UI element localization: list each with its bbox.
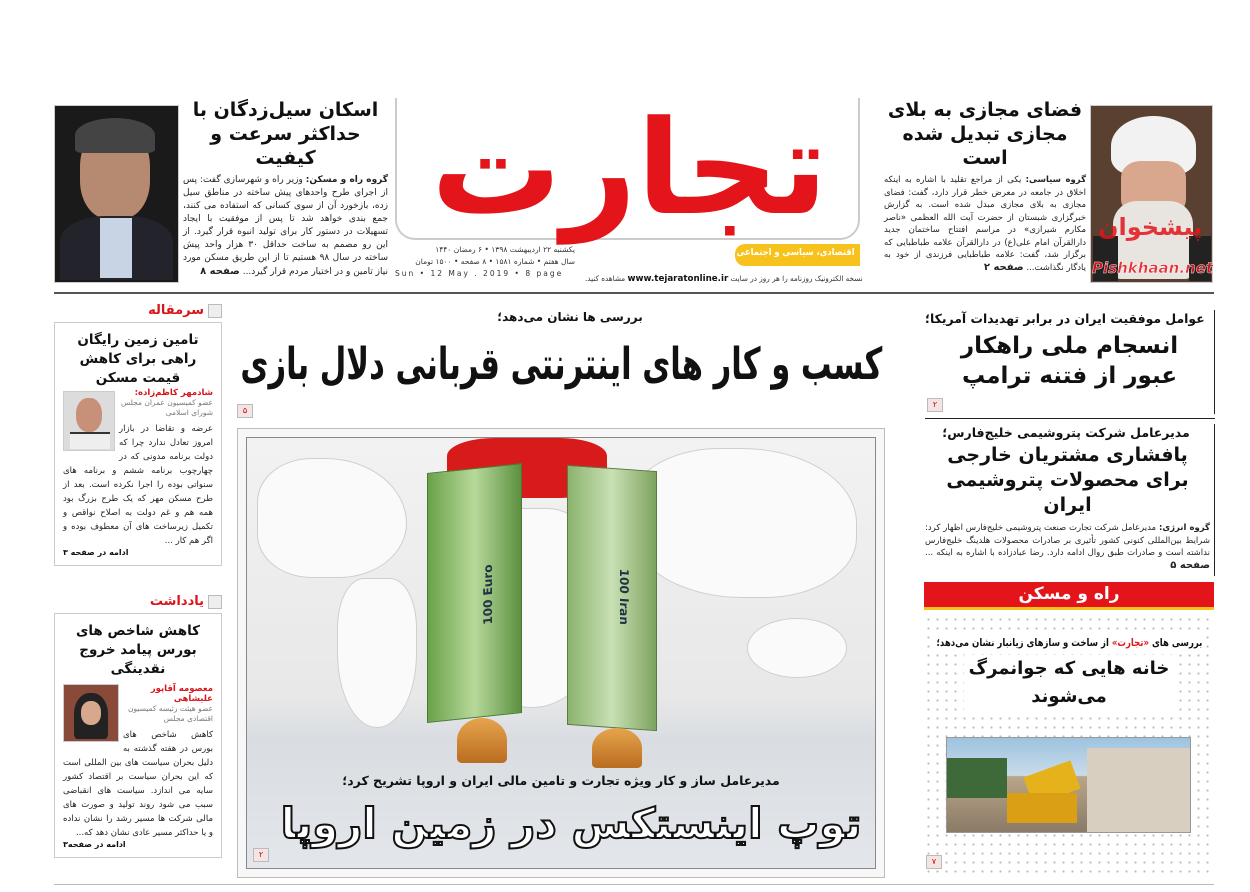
editorial-label: سرمقاله xyxy=(148,303,204,318)
tagline: اقتصادی، سیاسی و اجتماعی xyxy=(736,247,856,258)
right2-body: گروه انرژی: مدیرعامل شرکت تجارت صنعت پتروشیمی خلیج‌فارس اظهار کرد: شرایط بین‌المللی کنونی کشور تأثیری بر صادرات محصولات هلدینگ خلیج‌فارس نداشته است و صادرات طبق روال ادامه دارد. رضا عبادزاده با اشاره به اینکه ... صفحه ۵ xyxy=(925,523,1211,571)
housing-box xyxy=(924,615,1214,873)
note-role: عضو هیئت رئیسه کمیسیون اقتصادی مجلس xyxy=(127,704,213,723)
photo-headline[interactable]: توپ اینستکس در زمین اروپا xyxy=(280,799,862,848)
housing-page[interactable]: ۷ xyxy=(926,855,942,869)
teaser-left-photo xyxy=(54,105,179,283)
masthead xyxy=(395,92,865,290)
main-kicker: بررسی ها نشان می‌دهد؛ xyxy=(497,310,643,324)
note-author-photo xyxy=(63,684,119,742)
editorial-title[interactable]: تامین زمین رایگان راهی برای کاهش قیمت مسکن xyxy=(77,332,199,386)
housing-banner: راه و مسکن xyxy=(924,582,1214,610)
main-headline[interactable]: کسب و کار های اینترنتی قربانی دلال بازی xyxy=(240,339,882,390)
online-url-link[interactable]: www.tejaratonline.ir xyxy=(627,274,729,284)
teaser-right-title[interactable]: فضای مجازی به بلای مجازی تبدیل شده است xyxy=(887,99,1083,169)
note-title[interactable]: کاهش شاخص های بورس پیامد خروج نقدینگی xyxy=(75,623,201,677)
issue-fa: سال هفتم • شماره ۱۵۸۱ • ۸ صفحه • ۱۵۰۰ تومان xyxy=(415,257,575,266)
editorial-role: عضو کمیسیون عمران مجلس شورای اسلامی xyxy=(121,398,213,417)
right1-page[interactable]: ۲ xyxy=(927,398,943,412)
editorial-author-photo xyxy=(63,391,115,451)
photo-kicker: مدیرعامل ساز و کار ویژه تجارت و تامین مالی ایران و اروپا تشریح کرد؛ xyxy=(342,773,780,788)
note-label: یادداشت xyxy=(149,594,204,609)
teaser-right-page[interactable]: صفحه ۲ xyxy=(983,261,1024,273)
right2-kicker: مدیرعامل شرکت پتروشیمی خلیج‌فارس؛ xyxy=(942,425,1190,440)
date-fa: یکشنبه ۲۲ اردیبهشت ۱۳۹۸ • ۶ رمضان ۱۴۴۰ xyxy=(435,245,575,254)
teaser-left-page[interactable]: صفحه ۸ xyxy=(200,266,240,277)
rial-banknote: 100 Iran xyxy=(567,465,657,731)
teaser-left-title[interactable]: اسکان سیل‌زدگان با حداکثر سرعت و کیفیت xyxy=(192,99,379,169)
note-author: معصومه آقاپور علیشاهی xyxy=(150,684,213,704)
editorial-box xyxy=(54,322,222,566)
right1-kicker: عوامل موفقیت ایران در برابر تهدیدات آمریکا؛ xyxy=(925,311,1205,326)
main-photo xyxy=(237,428,885,878)
rial-flag-stand xyxy=(592,728,642,768)
right1-headline[interactable]: انسجام ملی راهکار عبور از فتنه ترامپ xyxy=(960,333,1179,389)
masthead-logo: تجارت xyxy=(395,98,860,240)
note-body: کاهش شاخص های بورس در هفته گذشته به دلیل بحران سیاست های بین المللی است که این بحران سیاست بر اقتصاد کشور سایه می اندازد. سیاست های انقباضی سبب می شود روند تولید و صورت های مالی شرکت ها مسیر رشد را نشان نداده و یا حداکثر مسیر عادی نشان دهد که... xyxy=(63,730,213,838)
editorial-more-link[interactable]: ادامه در صفحه ۳ xyxy=(63,548,129,557)
date-en: Sun • 12 May . 2019 • 8 page xyxy=(395,269,564,278)
right-divider xyxy=(925,418,1215,419)
online-note: نسخه الکترونیک روزنامه را هر روز در سایت www.tejaratonline.ir مشاهده کنید. xyxy=(585,274,863,284)
note-more-link[interactable]: ادامه در صفحه۳ xyxy=(63,840,126,849)
note-box xyxy=(54,613,222,858)
header-divider xyxy=(54,292,1214,294)
right2-headline[interactable]: پافشاری مشتریان خارجی برای محصولات پتروشیمی ایران xyxy=(946,444,1189,516)
teaser-left-body: گروه راه و مسکن: وزیر راه و شهرسازی گفت: پس از اجرای طرح واحدهای پیش ساخته در مناطق سیل زده، بازخورد آن از سوی کسانی که استفاده می کنند، جمع بندی خواهد شد تا پس از موفقیت با ایجاد تسهیلات در دستور کار برای تولید انبوه قرار گیرد. از این رو مصمم به ساخت حداقل ۳۰ هزار واحد پیش ساخته در سال ۹۸ هستیم تا از این طریق مسکن مورد نیاز تامین و در اختیار مردم قرار گیرد... صفحه ۸ xyxy=(183,175,388,277)
editorial-body: عرضه و تقاضا در بازار امروز تعادل ندارد چرا که دولت برنامه مدونی که در چهارچوب برنامه ششم و برنامه های سنواتی بوده را اجرا نکرده است. بعد از طرح مسکن مهر که یک طرح بزرگ بود همه هم و غم دولت به اصلاح نواقص و تکمیل زیرساخت های آن معطوف بوده و اگر هم کار ... xyxy=(63,424,213,546)
editorial-author: شادمهر کاظم‌زاده: xyxy=(134,388,213,398)
euro-banknote: 100 Euro xyxy=(427,463,522,723)
housing-headline[interactable]: خانه هایی که جوانمرگ می‌شوند xyxy=(964,655,1174,711)
main-headline-page[interactable]: ۵ xyxy=(237,404,253,418)
euro-flag-stand xyxy=(457,718,507,763)
teaser-right-body: گروه سیاسی: یکی از مراجع تقلید با اشاره به اینکه اخلاق در جامعه در معرض خطر قرار دارد، گفت: فضای مجازی به بلای مجازی مبدل شده است. به گزارش خبرگزاری شبستان از حضرت آیت الله العظمی «ناصر مکارم شیرازی» در مراسم افتتاح ساختمان جدید دارالقرآن امام علی(ع) در دارالقرآن علامه طباطبایی که برگزار شد، گفت: علامه طباطبایی فرزندی از خود به یادگار نگذاشت... صفحه ۲ xyxy=(884,175,1087,273)
housing-photo xyxy=(946,737,1191,833)
housing-kicker: بررسی های «تجارت» از ساخت و سازهای زیانبار نشان می‌دهد؛ xyxy=(936,637,1202,649)
photo-page[interactable]: ۲ xyxy=(253,848,269,862)
right2-page[interactable]: صفحه ۵ xyxy=(1170,559,1210,571)
bottom-divider xyxy=(54,884,1214,885)
watermark: پیشخوان Pishkhaan.net xyxy=(1092,213,1214,277)
